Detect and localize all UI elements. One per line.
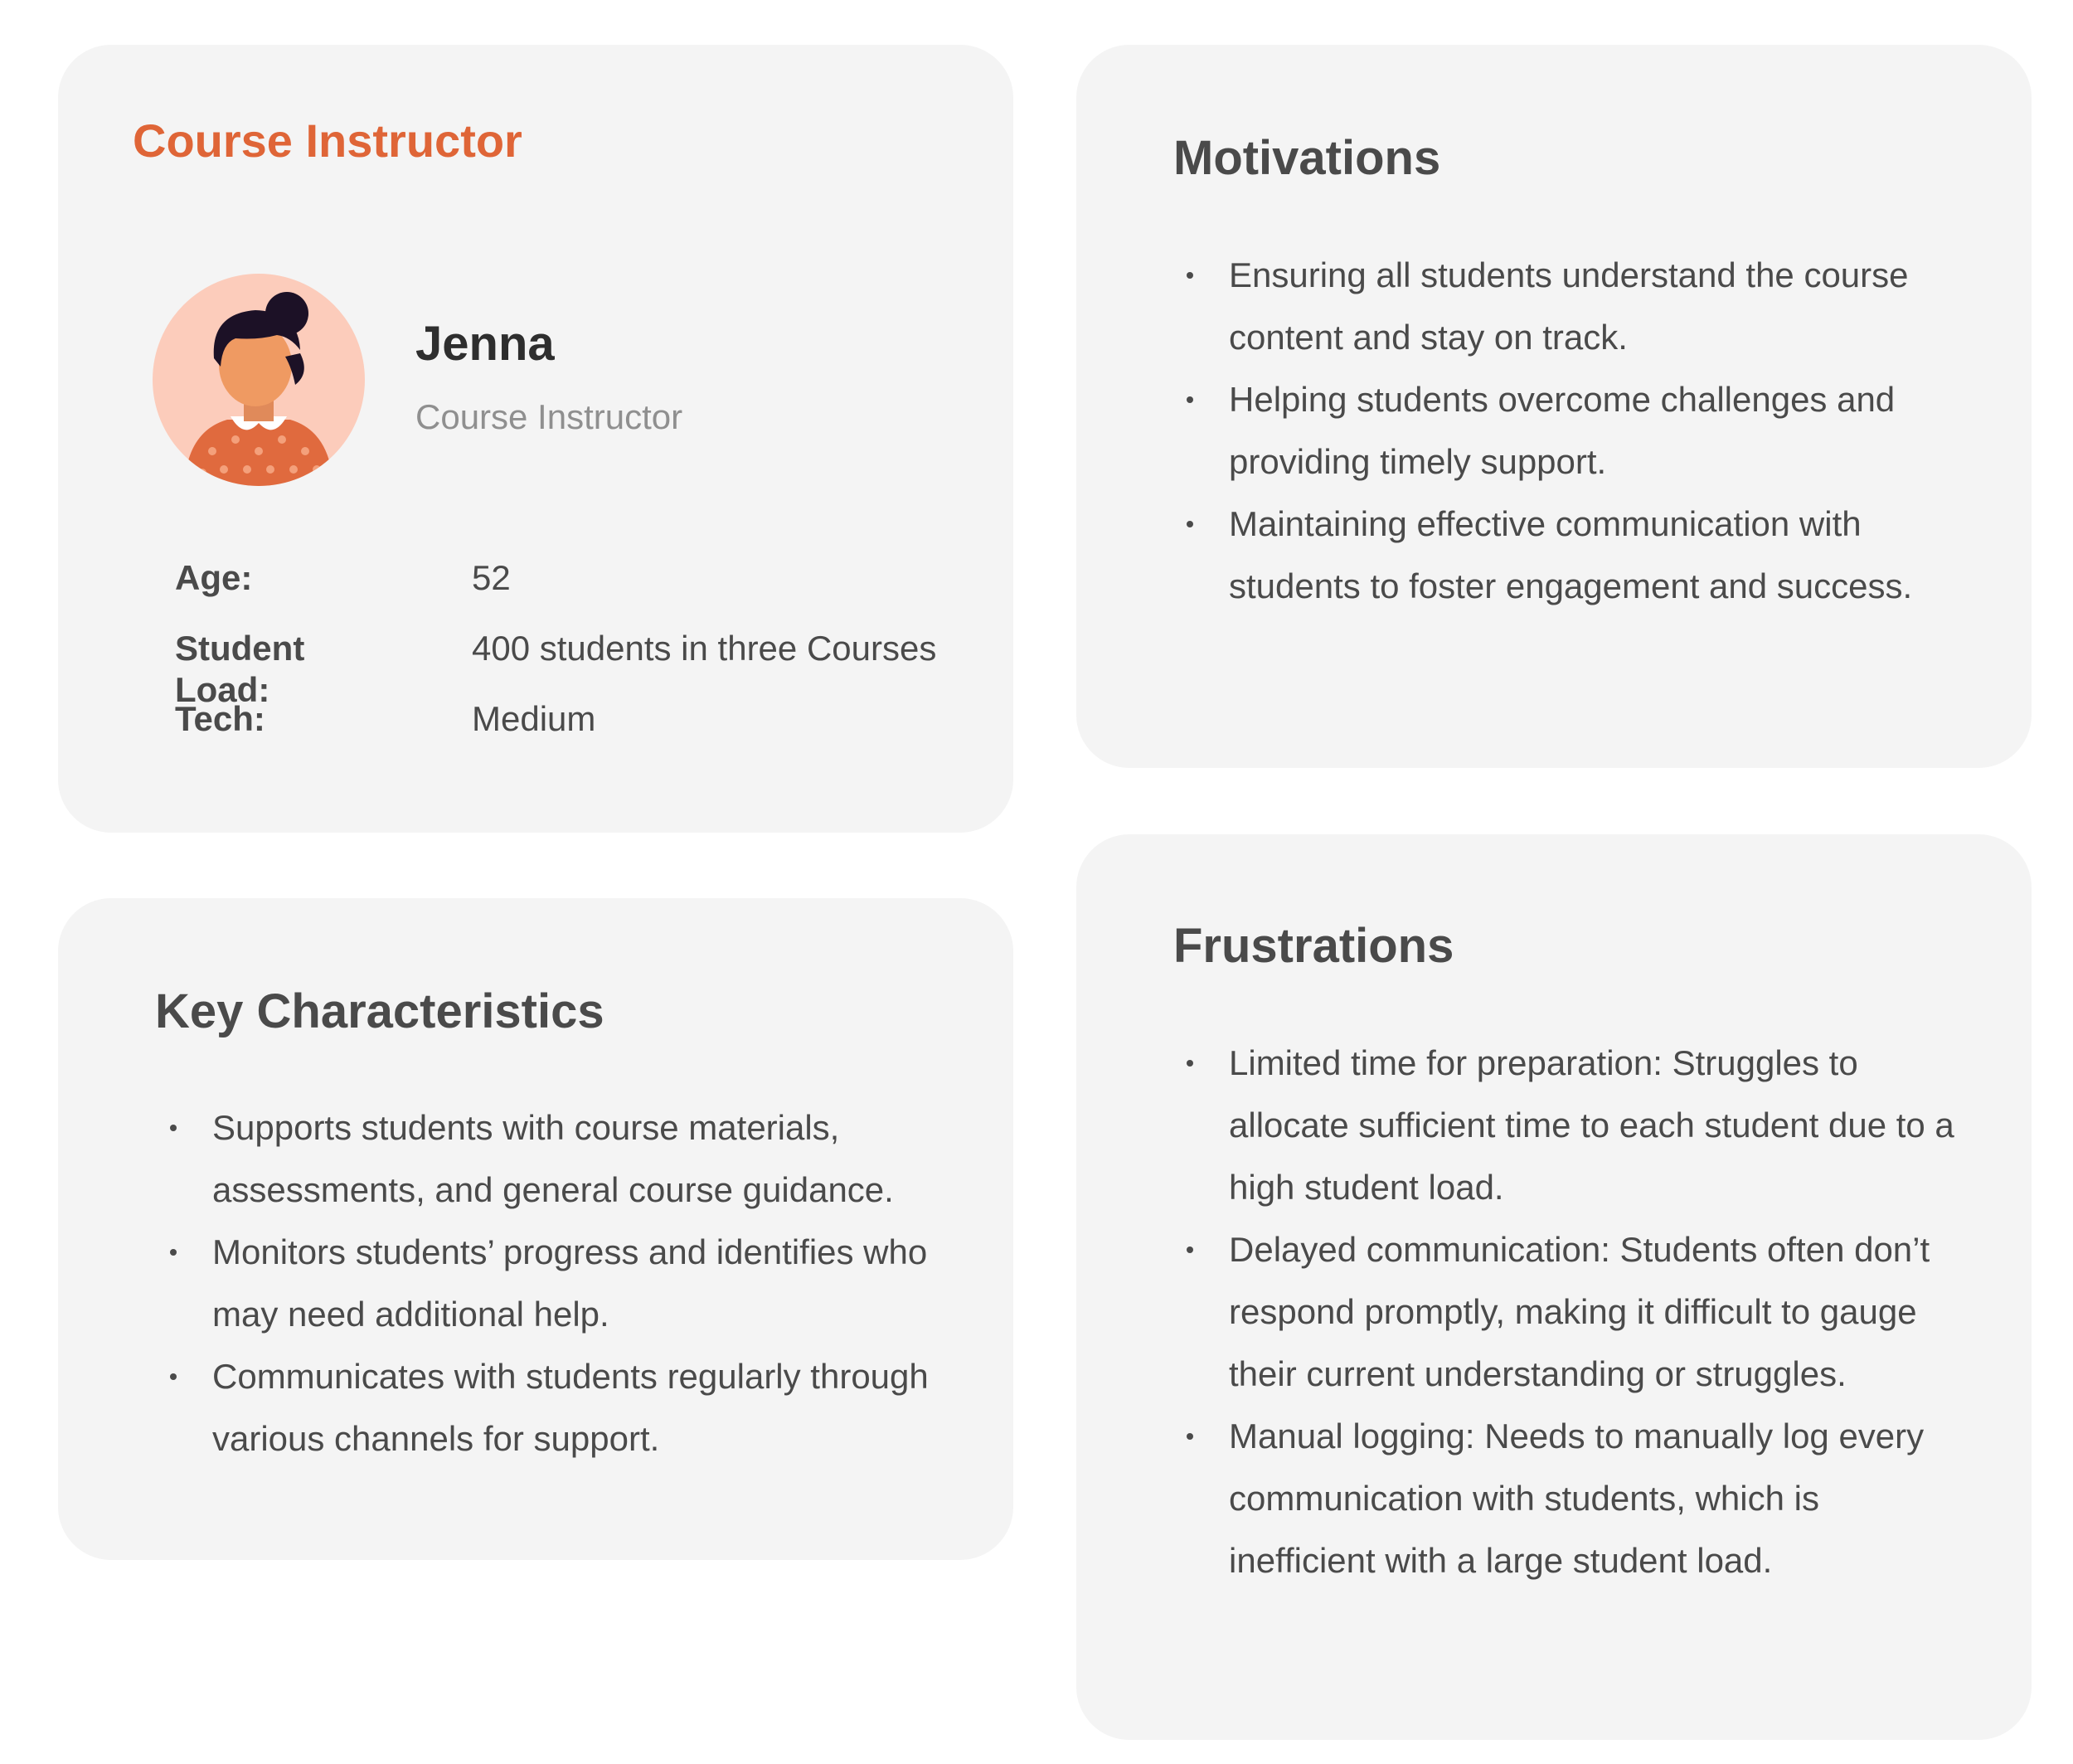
frustrations-list: [1174, 1032, 1970, 1591]
list-item: Maintaining effective communication with students to foster engagement and success.: [1174, 493, 1970, 617]
frustrations-title: Frustrations: [1173, 919, 1454, 973]
stat-label: Tech:: [175, 699, 265, 738]
list-item: Monitors students’ progress and identifies who may need additional help.: [158, 1221, 962, 1345]
list-item: Limited time for preparation: Struggles to allocate sufficient time to each student due to a high student load.: [1174, 1032, 1970, 1218]
stat-label: Student Load:: [175, 629, 305, 710]
person-role: Course Instructor: [415, 397, 683, 436]
list-item: Manual logging: Needs to manually log every communication with students, which is inefficient with a large student load.: [1174, 1405, 1970, 1591]
characteristics-list: [158, 1096, 962, 1470]
list-item: Supports students with course materials, assessments, and general course guidance.: [158, 1096, 962, 1221]
page-title: Course Instructor: [133, 114, 522, 167]
list-item: Ensuring all students understand the course content and stay on track.: [1174, 244, 1970, 368]
characteristics-title: Key Characteristics: [155, 984, 604, 1038]
stat-value: 52: [472, 558, 511, 597]
stat-value: Medium: [472, 699, 596, 738]
motivations-list: [1174, 244, 1970, 617]
list-item: Communicates with students regularly through various channels for support.: [158, 1345, 962, 1470]
motivations-title: Motivations: [1173, 131, 1441, 185]
list-item: Helping students overcome challenges and providing timely support.: [1174, 368, 1970, 493]
person-name: Jenna: [415, 317, 555, 371]
stat-value: 400 students in three Courses: [472, 629, 937, 668]
woman-avatar-icon: [153, 274, 365, 486]
stat-label: Age:: [175, 558, 253, 597]
list-item: Delayed communication: Students often don’t respond promptly, making it difficult to gauge their current understanding or struggles.: [1174, 1218, 1970, 1405]
